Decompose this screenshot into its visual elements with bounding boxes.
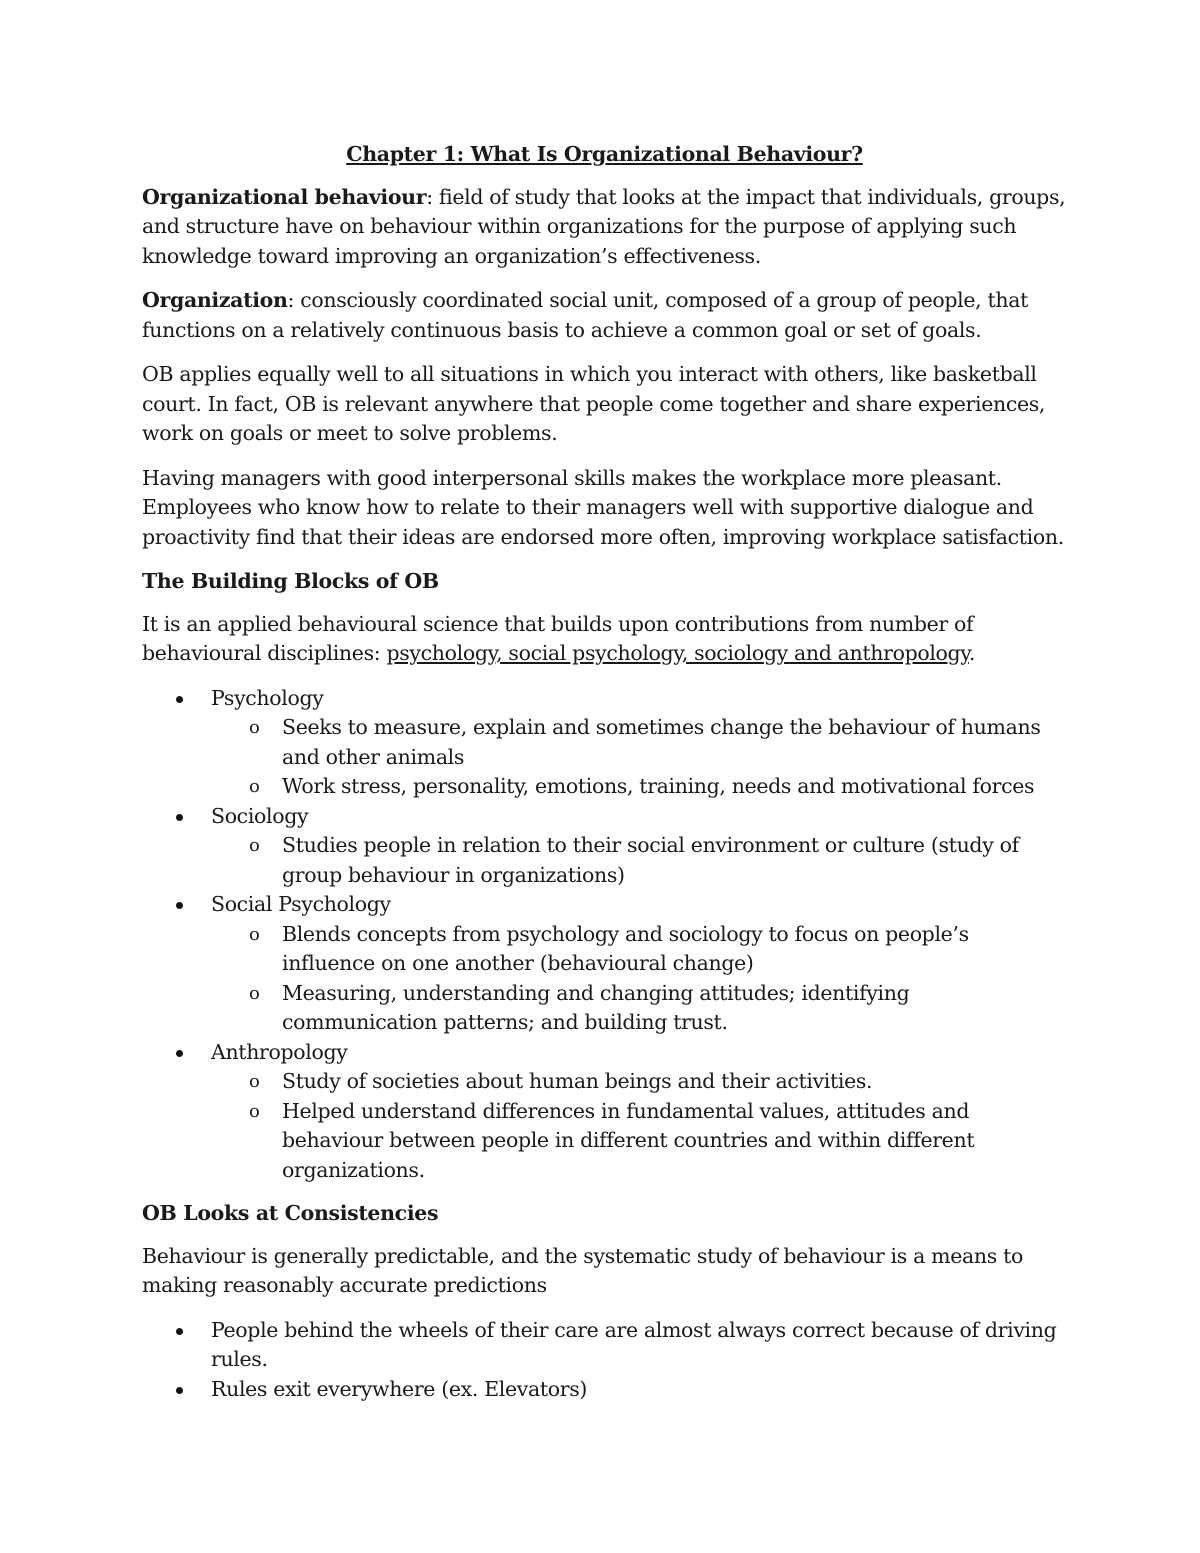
definition-term: Organizational behaviour bbox=[142, 184, 427, 209]
list-item-label: Psychology bbox=[211, 685, 324, 710]
definition-text: : consciously coordinated social unit, composed of a group of people, that functions on a relatively continuous basis to achieve a common goal or set of goals. bbox=[142, 288, 1028, 342]
sub-list-item bbox=[211, 772, 1067, 802]
section-heading: The Building Blocks of OB bbox=[142, 569, 439, 593]
circle-bullet-icon: o bbox=[249, 923, 260, 945]
document-page bbox=[142, 140, 1067, 1418]
bullet-icon bbox=[176, 1387, 183, 1394]
sub-list-item bbox=[211, 831, 1067, 890]
bullet-icon bbox=[176, 814, 183, 821]
sub-list-item bbox=[211, 979, 1067, 1038]
sub-list-item bbox=[211, 713, 1067, 772]
list-item-label: People behind the wheels of their care are almost always correct because of driving rules. bbox=[211, 1317, 1057, 1371]
sub-list bbox=[211, 1067, 1067, 1185]
list-item bbox=[142, 802, 1067, 891]
circle-bullet-icon: o bbox=[249, 1071, 260, 1092]
section-heading: OB Looks at Consistencies bbox=[142, 1201, 439, 1225]
bullet-icon bbox=[176, 1328, 183, 1335]
sub-list-item-text: Studies people in relation to their social environment or culture (study of group behaviour in organizations) bbox=[282, 833, 1019, 887]
intro-end: . bbox=[968, 641, 975, 665]
disciplines-list bbox=[142, 684, 1067, 1186]
sub-list-item-text: Blends concepts from psychology and sociology to focus on people’s influence on one another (behavioural change) bbox=[282, 921, 969, 975]
circle-bullet-icon: o bbox=[249, 717, 260, 738]
sub-list-item-text: Study of societies about human beings and their activities. bbox=[282, 1069, 873, 1093]
section-intro bbox=[142, 610, 1067, 669]
sub-list-item bbox=[211, 1067, 1067, 1097]
list-item-label: Rules exit everywhere (ex. Elevators) bbox=[211, 1376, 588, 1401]
definition-organizational-behaviour bbox=[142, 183, 1067, 272]
circle-bullet-icon: o bbox=[249, 776, 260, 797]
sub-list-item-text: Work stress, personality, emotions, training, needs and motivational forces bbox=[282, 774, 1035, 798]
list-item bbox=[142, 1375, 1067, 1405]
list-item bbox=[142, 684, 1067, 802]
paragraph: OB applies equally well to all situations in which you interact with others, like basketball court. In fact, OB is relevant anywhere that people come together and share experiences, work on goals or meet to solve problems. bbox=[142, 362, 1046, 445]
circle-bullet-icon: o bbox=[249, 1100, 260, 1122]
list-item-label: Anthropology bbox=[211, 1039, 348, 1064]
circle-bullet-icon: o bbox=[249, 982, 260, 1004]
bullet-icon bbox=[176, 902, 183, 909]
bullet-icon bbox=[176, 696, 183, 703]
consistencies-list bbox=[142, 1316, 1067, 1405]
sub-list bbox=[211, 831, 1067, 890]
page-title: Chapter 1: What Is Organizational Behaviour? bbox=[346, 142, 863, 166]
section-intro: Behaviour is generally predictable, and the systematic study of behaviour is a means to making reasonably accurate predictions bbox=[142, 1243, 1023, 1297]
list-item-label: Social Psychology bbox=[211, 892, 391, 916]
disciplines-underlined: psychology, social psychology, sociology and anthropology bbox=[386, 641, 969, 665]
sub-list-item bbox=[211, 920, 1067, 979]
list-item bbox=[142, 890, 1067, 1038]
list-item bbox=[142, 1316, 1067, 1375]
sub-list-item-text: Seeks to measure, explain and sometimes change the behaviour of humans and other animals bbox=[282, 715, 1041, 769]
intro-text: It is an applied behavioural science that builds upon contributions from number of behavioural disciplines: bbox=[142, 611, 974, 665]
paragraph: Having managers with good interpersonal skills makes the workplace more pleasant. Employees who know how to relate to their managers well with supportive dialogue and proactivity find that their ideas are endorsed more often, improving workplace satisfaction. bbox=[142, 465, 1064, 549]
sub-list-item-text: Helped understand differences in fundamental values, attitudes and behaviour between people in different countries and within different organizations. bbox=[282, 1098, 975, 1182]
list-item bbox=[142, 1038, 1067, 1186]
definition-organization bbox=[142, 286, 1067, 345]
sub-list bbox=[211, 713, 1067, 802]
sub-list-item-text: Measuring, understanding and changing attitudes; identifying communication patterns; and building trust. bbox=[282, 980, 910, 1034]
sub-list-item bbox=[211, 1097, 1067, 1186]
sub-list bbox=[211, 920, 1067, 1038]
list-item-label: Sociology bbox=[211, 803, 309, 828]
definition-text: : field of study that looks at the impact that individuals, groups, and structure have on behaviour within organizations for the purpose of applying such knowledge toward improving an organization’s effectiveness. bbox=[142, 184, 1066, 268]
bullet-icon bbox=[176, 1050, 183, 1057]
definition-term: Organization bbox=[142, 288, 288, 312]
circle-bullet-icon: o bbox=[249, 835, 260, 856]
